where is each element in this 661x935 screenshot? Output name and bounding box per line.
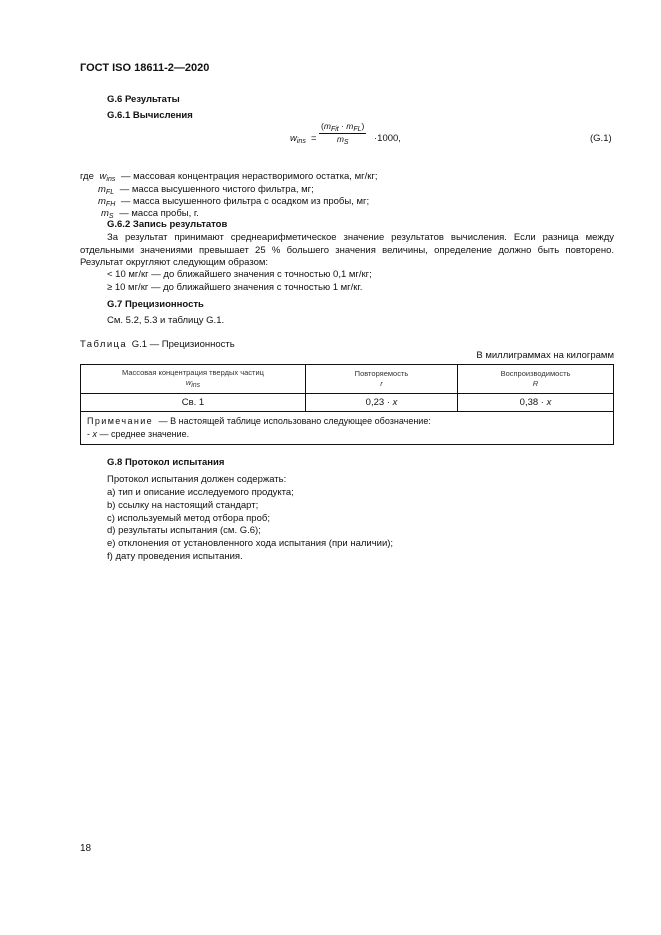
list-item: d) результаты испытания (см. G.6);: [107, 525, 261, 537]
g8-list: [107, 487, 393, 564]
table-note-row: [81, 412, 614, 445]
section-g7-title: G.7 Прецизионность: [107, 299, 204, 310]
section-g7-text: См. 5.2, 5.3 и таблицу G.1.: [107, 315, 225, 326]
list-item: a) тип и описание исследуемого продукта;: [107, 487, 294, 498]
formula-equals: =: [311, 133, 317, 144]
table-cell: 0,23 · x: [306, 394, 458, 412]
list-item: b) ссылку на настоящий стандарт;: [107, 499, 259, 511]
section-g8-intro: Протокол испытания должен содержать:: [107, 474, 287, 485]
list-item: f) дату проведения испытания.: [107, 550, 243, 562]
table-header-row: [81, 365, 614, 394]
section-g62-title: G.6.2 Запись результатов: [107, 219, 228, 230]
precision-table: [80, 364, 614, 445]
document-header: ГОСТ ISO 18611-2—2020: [80, 62, 210, 74]
list-item: e) отклонения от установленного хода испытания (при наличии);: [107, 538, 394, 550]
table-header-cell: Воспроизводимость R: [458, 365, 614, 394]
page-number: 18: [80, 843, 92, 854]
where-line: где $w_{ins}$ — массовая концентрация нерастворимого остатка, мг/кг;: [80, 171, 378, 183]
section-g8-title: G.8 Протокол испытания: [107, 457, 225, 468]
list-item: c) используемый метод отбора проб;: [107, 512, 270, 524]
table-units: В миллиграммах на килограмм: [476, 350, 614, 361]
where-line: $m_{FH}$ — масса высушенного фильтра с осадком из пробы, мг;: [98, 196, 370, 208]
section-g6-title: G.6 Результаты: [107, 94, 180, 105]
paragraph-line: Результат округляют следующим образом:: [80, 257, 269, 268]
formula-denominator: $m_S$: [336, 134, 349, 146]
formula-lhs: $w_{ins}$: [290, 133, 306, 145]
table-note: Примечание — В настоящей таблице использовано следующее обозначение: - x — среднее значение.: [81, 412, 614, 445]
formula-numerator: $(m_{Fit} \cdot m_{FL})$: [321, 121, 365, 133]
table-caption: Таблица G.1 — Прецизионность: [80, 339, 235, 350]
where-line: $m_{FL}$ — масса высушенного чистого фильтра, мг;: [98, 184, 314, 196]
table-cell: 0,38 · x: [458, 394, 614, 412]
table-header-cell: Массовая концентрация твердых частиц $w_{ins}$: [81, 365, 306, 394]
where-line: $m_S$ — масса пробы, г.: [101, 208, 199, 220]
table-cell: Св. 1: [81, 394, 306, 412]
formula-tail: ·1000,: [374, 133, 401, 144]
table-row: [81, 394, 614, 412]
table-header-cell: Повторяемость r: [306, 365, 458, 394]
paragraph-line: За результат принимают среднеарифметическое значение результатов вычисления. Если разница между: [107, 232, 614, 243]
section-g61-title: G.6.1 Вычисления: [107, 110, 193, 121]
paragraph-line: отдельными значениями превышает 25 % большего значения величины, определение должно быть повторено.: [80, 245, 614, 256]
rounding-rule: ≥ 10 мг/кг — до ближайшего значения с точностью 1 мг/кг.: [107, 282, 363, 293]
formula-fraction: [319, 121, 366, 146]
formula-number: (G.1): [590, 133, 612, 144]
rounding-rule: < 10 мг/кг — до ближайшего значения с точностью 0,1 мг/кг;: [107, 269, 372, 280]
